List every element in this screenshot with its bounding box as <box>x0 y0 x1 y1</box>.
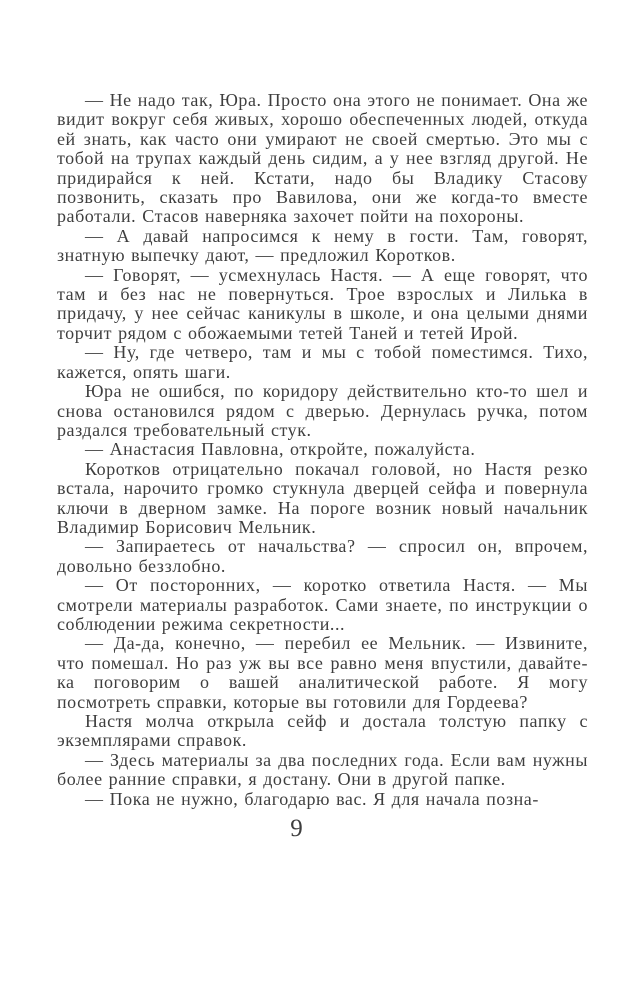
paragraph: — А давай напросимся к нему в гости. Там, говорят, знатную выпечку дают, — предложил Коротков. <box>57 225 588 266</box>
paragraph: — Ну, где четверо, там и мы с тобой поместимся. Тихо, кажется, опять шаги. <box>57 342 588 382</box>
paragraph: — От посторонних, — коротко ответила Настя. — Мы смотрели материалы разработок. Сами знаете, по инструкции о соблюдении режима секретности... <box>57 575 588 634</box>
paragraph: — Запираетесь от начальства? — спросил он, впрочем, довольно беззлобно. <box>57 536 588 576</box>
text-block <box>57 91 588 809</box>
paragraph: — Анастасия Павловна, откройте, пожалуйста. <box>85 439 476 460</box>
page-number: 9 <box>290 815 303 843</box>
paragraph: — Да-да, конечно, — перебил ее Мельник. — Извините, что помешал. Но раз уж вы все равно меня впустили, давайте-ка поговорим о вашей аналитической работе. Я могу посмотреть справки, которые вы готовили для Гордеева? <box>57 633 588 712</box>
paragraph: Настя молча открыла сейф и достала толстую папку с экземплярами справок. <box>57 711 588 751</box>
paragraph: Коротков отрицательно покачал головой, но Настя резко встала, нарочито громко стукнула дверцей сейфа и повернула ключи в дверном замке. На пороге возник новый начальник Владимир Борисович Мельник. <box>57 458 588 537</box>
paragraph: Юра не ошибся, по коридору действительно кто-то шел и снова остановился рядом с дверью. Дернулась ручка, потом раздался требовательный стук. <box>57 381 588 440</box>
paragraph: — Здесь материалы за два последних года. Если вам нужны более ранние справки, я достану. Они в другой папке. <box>57 749 588 790</box>
paragraph: — Пока не нужно, благодарю вас. Я для начала позна- <box>85 788 539 809</box>
paragraph: — Говорят, — усмехнулась Настя. — А еще говорят, что там и без нас не повернуться. Трое взрослых и Лилька в придачу, у нее сейчас каникулы в школе, и она целыми днями торчит рядом с обожаемыми тетей Таней и тетей Ирой. <box>57 264 588 343</box>
page-footer <box>31 816 562 841</box>
paragraph: — Не надо так, Юра. Просто она этого не понимает. Она же видит вокруг себя живых, хорошо обеспеченных людей, откуда ей знать, как часто они умирают не своей смертью. Это мы с тобой на трупах каждый день сидим, а у нее взгляд другой. Не придирайся к ней. Кстати, надо бы Владику Стасову позвонить, сказать про Вавилова, они же когда-то вместе работали. Стасов наверняка захочет пойти на похороны. <box>57 90 588 227</box>
